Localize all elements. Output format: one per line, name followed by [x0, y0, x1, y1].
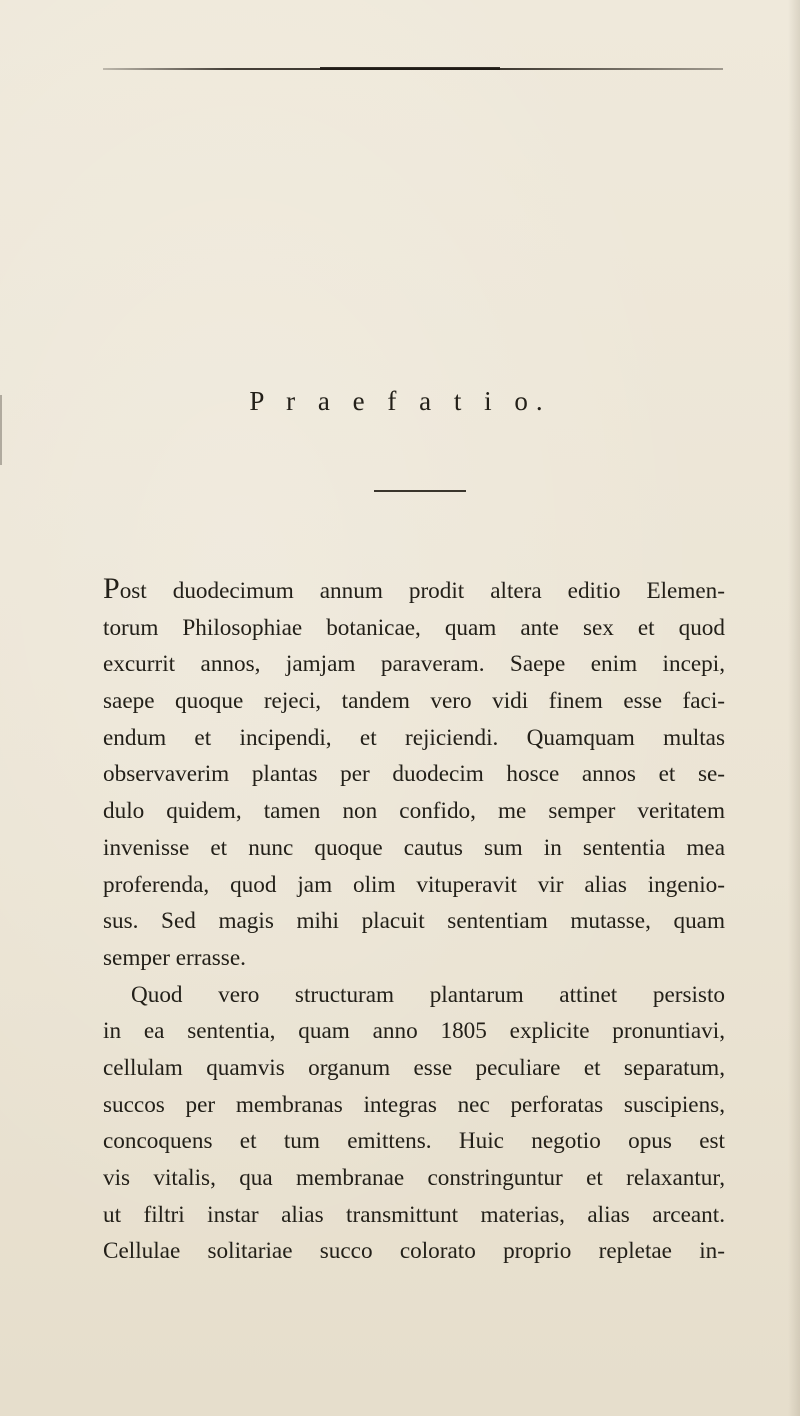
paragraph-2-line: Cellulae solitariae succo colorato proprio repletae in- — [103, 1238, 725, 1265]
paragraph-2-line: in ea sententia, quam anno 1805 explicite pronuntiavi, — [103, 1018, 725, 1045]
paragraph-2-line: Quod vero structuram plantarum attinet persisto — [131, 981, 725, 1008]
paragraph-1-line: observaverim plantas per duodecim hosce annos et se- — [103, 761, 725, 788]
title-rule — [374, 490, 466, 492]
body-text — [103, 573, 725, 1270]
paragraph-1-line: excurrit annos, jamjam paraveram. Saepe enim incepi, — [103, 651, 725, 678]
paragraph-2-line: cellulam quamvis organum esse peculiare et separatum, — [103, 1054, 725, 1081]
paragraph-2-line: ut filtri instar alias transmittunt materias, alias arceant. — [103, 1201, 725, 1228]
paragraph-1-last-line: semper errasse. — [103, 944, 246, 971]
page-title: P r a e f a t i o. — [249, 386, 551, 416]
paragraph-1-line: saepe quoque rejeci, tandem vero vidi finem esse faci- — [103, 688, 725, 715]
first-line-text: ost duodecimum annum prodit altera editio Elemen- — [119, 578, 725, 604]
paragraph-1-line: endum et incipendi, et rejiciendi. Quamquam multas — [103, 724, 725, 751]
paragraph-1-line: proferenda, quod jam olim vituperavit vir alias ingenio- — [103, 871, 725, 898]
top-rule-heavy-segment — [320, 67, 500, 70]
paragraph-2-line: succos per membranas integras nec perforatas suscipiens, — [103, 1091, 725, 1118]
paragraph-1-line: invenisse et nunc quoque cautus sum in sententia mea — [103, 834, 725, 861]
page-edge-shadow — [788, 0, 800, 1416]
paragraph-2-line: vis vitalis, qua membranae constringuntur et relaxantur, — [103, 1165, 725, 1191]
paragraph-1-line: dulo quidem, tamen non confido, me semper veritatem — [103, 798, 725, 825]
paragraph-1-line: sus. Sed magis mihi placuit sententiam mutasse, quam — [103, 908, 725, 935]
paragraph-1-line-1 — [103, 573, 725, 610]
drop-cap: P — [103, 572, 120, 605]
paragraph-2-line: concoquens et tum emittens. Huic negotio opus est — [103, 1128, 725, 1155]
paragraph-1-line: torum Philosophiae botanicae, quam ante sex et quod — [103, 614, 725, 641]
margin-mark — [0, 395, 14, 465]
